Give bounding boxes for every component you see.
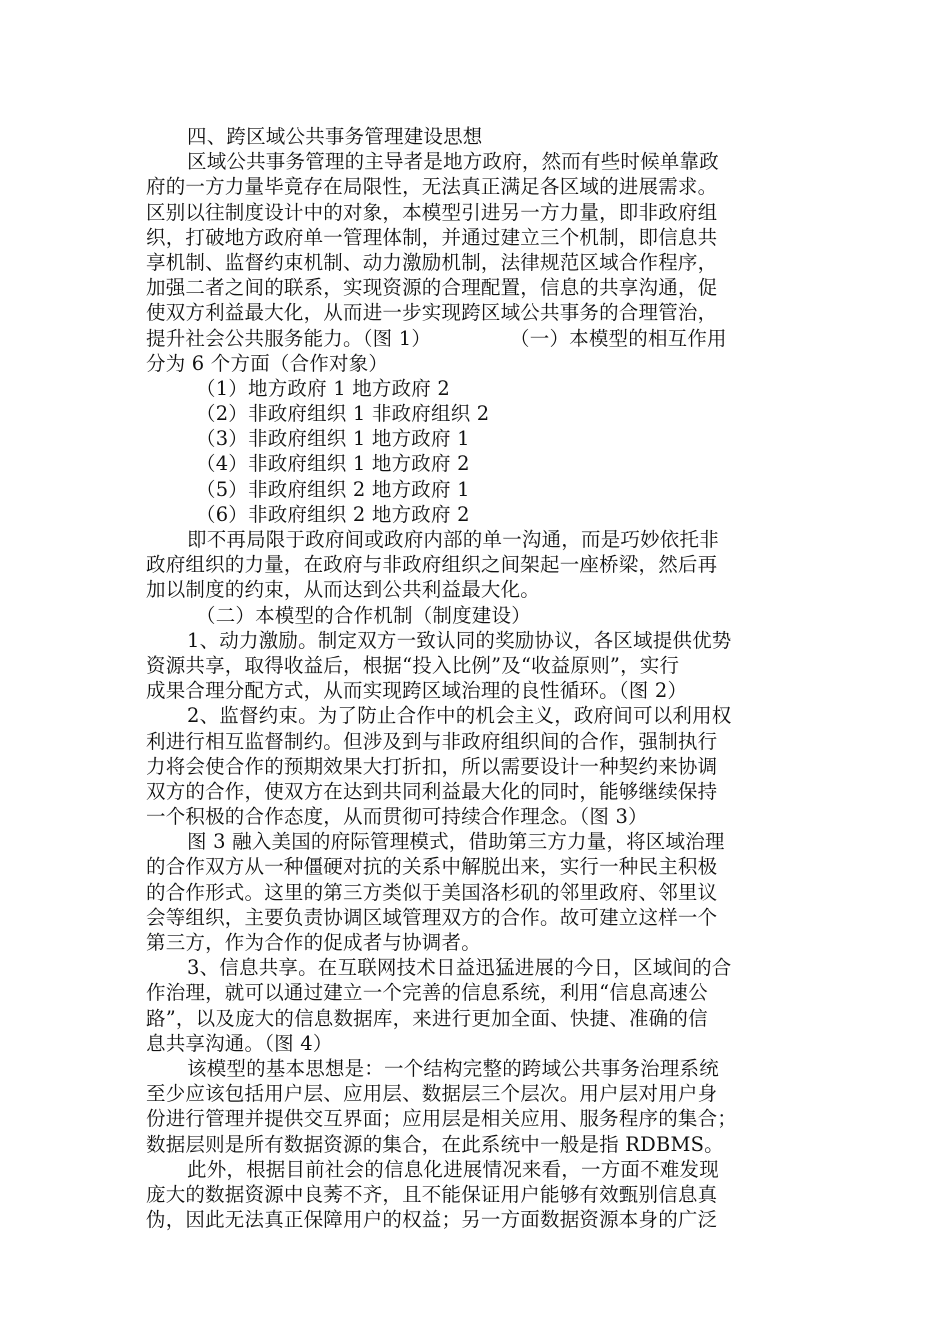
text-line: 即不再局限于政府间或政府内部的单一沟通，而是巧妙依托非 (187, 528, 719, 551)
text-line: （二）本模型的合作机制（制度建设） (196, 603, 531, 627)
text-line: 1、动力激励。制定双方一致认同的奖励协议，各区域提供优势 (187, 628, 732, 652)
text-line: 区域公共事务管理的主导者是地方政府，然而有些时候单靠政 (187, 150, 719, 174)
text-line: 第三方，作为合作的促成者与协调者。 (146, 931, 481, 954)
text-line: 加强二者之间的联系，实现资源的合理配置，信息的共享沟通，促 (146, 276, 718, 300)
text-line: 的合作双方从一种僵硬对抗的关系中解脱出来，实行一种民主积极 (146, 855, 718, 879)
document-body (146, 124, 806, 1232)
text-line: 政府组织的力量，在政府与非政府组织之间架起一座桥梁，然后再 (146, 553, 718, 577)
text-line: （6）非政府组织 2 地方政府 2 (196, 502, 470, 526)
text-line: （5）非政府组织 2 地方政府 1 (196, 477, 470, 501)
text-line: 伪，因此无法真正保障用户的权益；另一方面数据资源本身的广泛 (146, 1208, 718, 1232)
text-line: 3、信息共享。在互联网技术日益迅猛进展的今日，区域间的合 (187, 956, 732, 980)
text-line: 的合作形式。这里的第三方类似于美国洛杉矶的邻里政府、邻里议 (146, 880, 718, 904)
text-line: 府的一方力量毕竟存在局限性，无法真正满足各区域的进展需求。 (146, 175, 718, 199)
text-line: 会等组织，主要负责协调区域管理双方的合作。故可建立这样一个 (146, 905, 718, 929)
text-line: 区别以往制度设计中的对象，本模型引进另一方力量，即非政府组 (146, 200, 718, 224)
text-line: 资源共享，取得收益后，根据“投入比例”及“收益原则”，实行 (146, 653, 680, 677)
text-line: 一个积极的合作态度，从而贯彻可持续合作理念。（图 3） (146, 805, 648, 829)
text-line: 享机制、监督约束机制、动力激励机制，法律规范区域合作程序， (146, 250, 718, 274)
text-line: 2、监督约束。为了防止合作中的机会主义，政府间可以利用权 (187, 704, 732, 728)
text-line: （1）地方政府 1 地方政府 2 (196, 376, 451, 400)
text-line: （2）非政府组织 1 非政府组织 2 (196, 402, 490, 426)
text-line: 庞大的数据资源中良莠不齐，且不能保证用户能够有效甄别信息真 (146, 1182, 718, 1206)
text-line: 双方的合作，使双方在达到共同利益最大化的同时，能够继续保持 (146, 779, 718, 803)
text-line: 使双方利益最大化，从而进一步实现跨区域公共事务的合理管治， (146, 301, 718, 325)
text-line: （3）非政府组织 1 地方政府 1 (196, 427, 470, 451)
text-line: 息共享沟通。（图 4） (146, 1031, 333, 1055)
text-line: 加以制度的约束，从而达到公共利益最大化。 (146, 578, 541, 602)
text-line: （4）非政府组织 1 地方政府 2 (196, 452, 470, 476)
text-line: 图 3 融入美国的府际管理模式，借助第三方力量，将区域治理 (187, 830, 725, 854)
text-line: 成果合理分配方式，从而实现跨区域治理的良性循环。（图 2） (146, 679, 688, 703)
text-line: 数据层则是所有数据资源的集合，在此系统中一般是指 RDBMS。 (146, 1132, 724, 1156)
text-line: 利进行相互监督制约。但涉及到与非政府组织间的合作，强制执行 (146, 729, 718, 753)
section-heading: 四、跨区域公共事务管理建设思想 (187, 125, 483, 148)
text-line: 提升社会公共服务能力。（图 1） （一）本模型的相互作用 (146, 326, 727, 350)
text-line: 力将会使合作的预期效果大打折扣，所以需要设计一种契约来协调 (146, 754, 718, 778)
text-line: 此外，根据目前社会的信息化进展情况来看，一方面不难发现 (187, 1157, 719, 1181)
text-line: 分为 6 个方面（合作对象） (146, 351, 389, 375)
text-line: 路”，以及庞大的信息数据库，来进行更加全面、快捷、准确的信 (146, 1006, 708, 1030)
text-line: 作治理，就可以通过建立一个完善的信息系统，利用“信息高速公 (146, 981, 708, 1005)
text-line: 份进行管理并提供交互界面；应用层是相关应用、服务程序的集合； (146, 1107, 738, 1131)
text-line: 该模型的基本思想是：一个结构完整的跨域公共事务治理系统 (187, 1056, 719, 1080)
text-line: 至少应该包括用户层、应用层、数据层三个层次。用户层对用户身 (146, 1082, 718, 1106)
text-line: 织，打破地方政府单一管理体制，并通过建立三个机制，即信息共 (146, 225, 718, 249)
